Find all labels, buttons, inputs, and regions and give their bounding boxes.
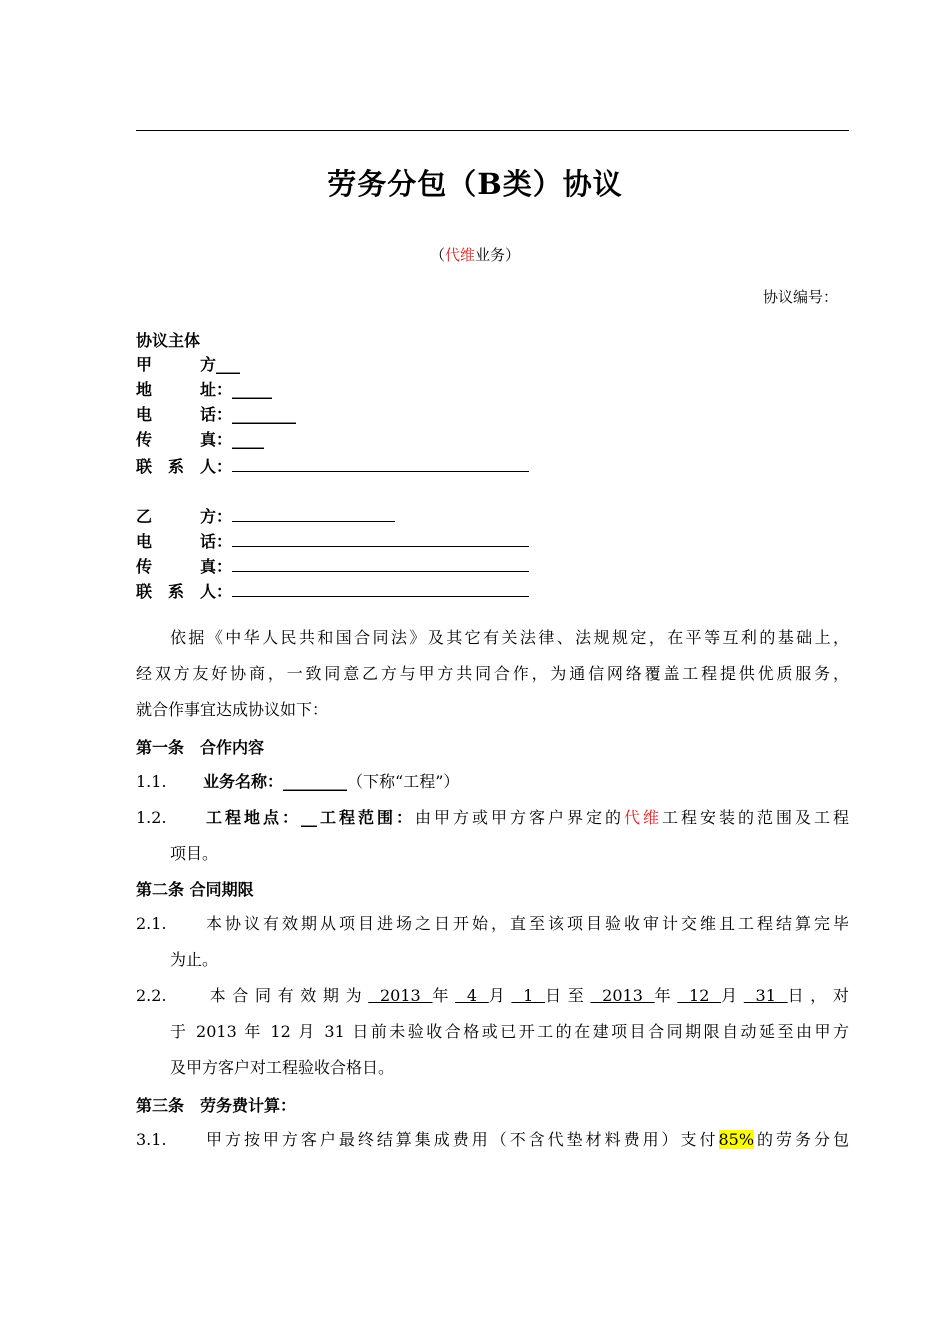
end-year: 2013 — [590, 986, 655, 1005]
party-b-fax-row — [136, 553, 529, 577]
contract-number-label: 协议编号： — [762, 288, 838, 306]
preamble-line-3: 就合作事宜达成协议如下： — [136, 700, 329, 719]
clause-1-2: 1.2. 工程地点：__工程范围：由甲方或甲方客户界定的代维工程安装的范围及工程 — [136, 800, 849, 836]
party-b-phone-row — [136, 528, 529, 552]
end-day: 31 — [743, 986, 788, 1005]
party-a-address-label: 地 址： — [136, 380, 233, 399]
party-a-address-blank: _____ — [232, 380, 273, 399]
clause-number: 1.1. — [136, 772, 167, 791]
clause-2-1-continued: 为止。 — [170, 950, 219, 969]
clause-number: 1.2. — [136, 808, 167, 827]
clause-number: 3.1. — [136, 1130, 167, 1149]
party-a-contact-blank — [232, 453, 529, 472]
party-a-phone-blank: ________ — [232, 405, 297, 424]
preamble-line-2: 经双方友好协商，一致同意乙方与甲方共同合作，为通信网络覆盖工程提供优质服务， — [136, 664, 849, 683]
clause-1-2-continued: 项目。 — [170, 844, 219, 863]
header-rule — [136, 130, 849, 131]
article-1-heading: 第一条 合作内容 — [136, 738, 265, 757]
party-b-name-blank — [232, 503, 395, 522]
highlight-text: 代维 — [623, 808, 662, 827]
party-b-contact-label: 联 系 人： — [136, 582, 233, 601]
parties-heading: 协议主体 — [136, 331, 201, 350]
party-b-name-label: 乙 方： — [136, 507, 233, 526]
clause-1-1 — [136, 764, 849, 800]
party-b-phone-blank — [232, 528, 529, 547]
project-scope-label: 工程范围： — [317, 808, 415, 827]
clause-2-2-continued-2: 及甲方客户对工程验收合格日。 — [170, 1058, 395, 1077]
business-name-blank: ________ — [283, 772, 348, 791]
project-location-blank: __ — [301, 808, 317, 827]
party-a-name-label: 甲 方 — [136, 355, 217, 374]
clause-number: 2.2. — [136, 986, 167, 1005]
start-month: 4 — [455, 986, 489, 1005]
party-b-contact-blank — [232, 578, 529, 597]
start-day: 1 — [511, 986, 546, 1005]
subtitle-highlight: 代维 — [444, 246, 475, 264]
party-a-fax-row — [136, 428, 264, 452]
clause-2-2: 2.2. 本合同有效期为 2013 年 4 月 1 日至 2013 年 12 月 31 日，对 — [136, 978, 849, 1014]
party-a-name-row — [136, 353, 240, 377]
party-a-address-row — [136, 378, 272, 402]
clause-number: 2.1. — [136, 914, 167, 933]
document-title: 劳务分包（B类）协议 — [327, 167, 623, 201]
party-a-fax-blank: ____ — [232, 430, 265, 449]
party-a-contact-label: 联 系 人： — [136, 457, 233, 476]
business-name-label: 业务名称： — [203, 772, 284, 791]
party-b-name-row — [136, 503, 395, 527]
end-month: 12 — [677, 986, 722, 1005]
percentage-highlight: 85% — [718, 1130, 755, 1149]
party-a-phone-row — [136, 403, 296, 427]
project-location-label: 工程地点： — [203, 808, 301, 827]
party-a-phone-label: 电 话： — [136, 405, 233, 424]
party-b-fax-blank — [232, 553, 529, 572]
clause-3-1: 3.1. 甲方按甲方客户最终结算集成费用（不含代垫材料费用）支付85%的劳务分包 — [136, 1122, 849, 1158]
party-a-contact-row — [136, 453, 529, 477]
party-a-name-blank: ___ — [216, 355, 241, 374]
party-b-phone-label: 电 话： — [136, 532, 233, 551]
preamble-line-1: 依据《中华人民共和国合同法》及其它有关法律、法规规定，在平等互利的基础上， — [170, 628, 849, 647]
party-b-contact-row — [136, 578, 529, 602]
start-year: 2013 — [368, 986, 433, 1005]
clause-2-2-continued-1: 于 2013 年 12 月 31 日前未验收合格或已开工的在建项目合同期限自动延至由甲方 — [170, 1022, 849, 1041]
business-name-note: （下称“工程”） — [347, 772, 460, 791]
party-a-fax-label: 传 真： — [136, 430, 233, 449]
clause-2-1: 2.1. 本协议有效期从项目进场之日开始，直至该项目验收审计交维且工程结算完毕 — [136, 906, 849, 942]
article-2-heading: 第二条 合同期限 — [136, 880, 254, 899]
party-b-fax-label: 传 真： — [136, 557, 233, 576]
document-subtitle: （代维业务） — [429, 246, 521, 264]
article-3-heading: 第三条 劳务费计算： — [136, 1096, 297, 1115]
